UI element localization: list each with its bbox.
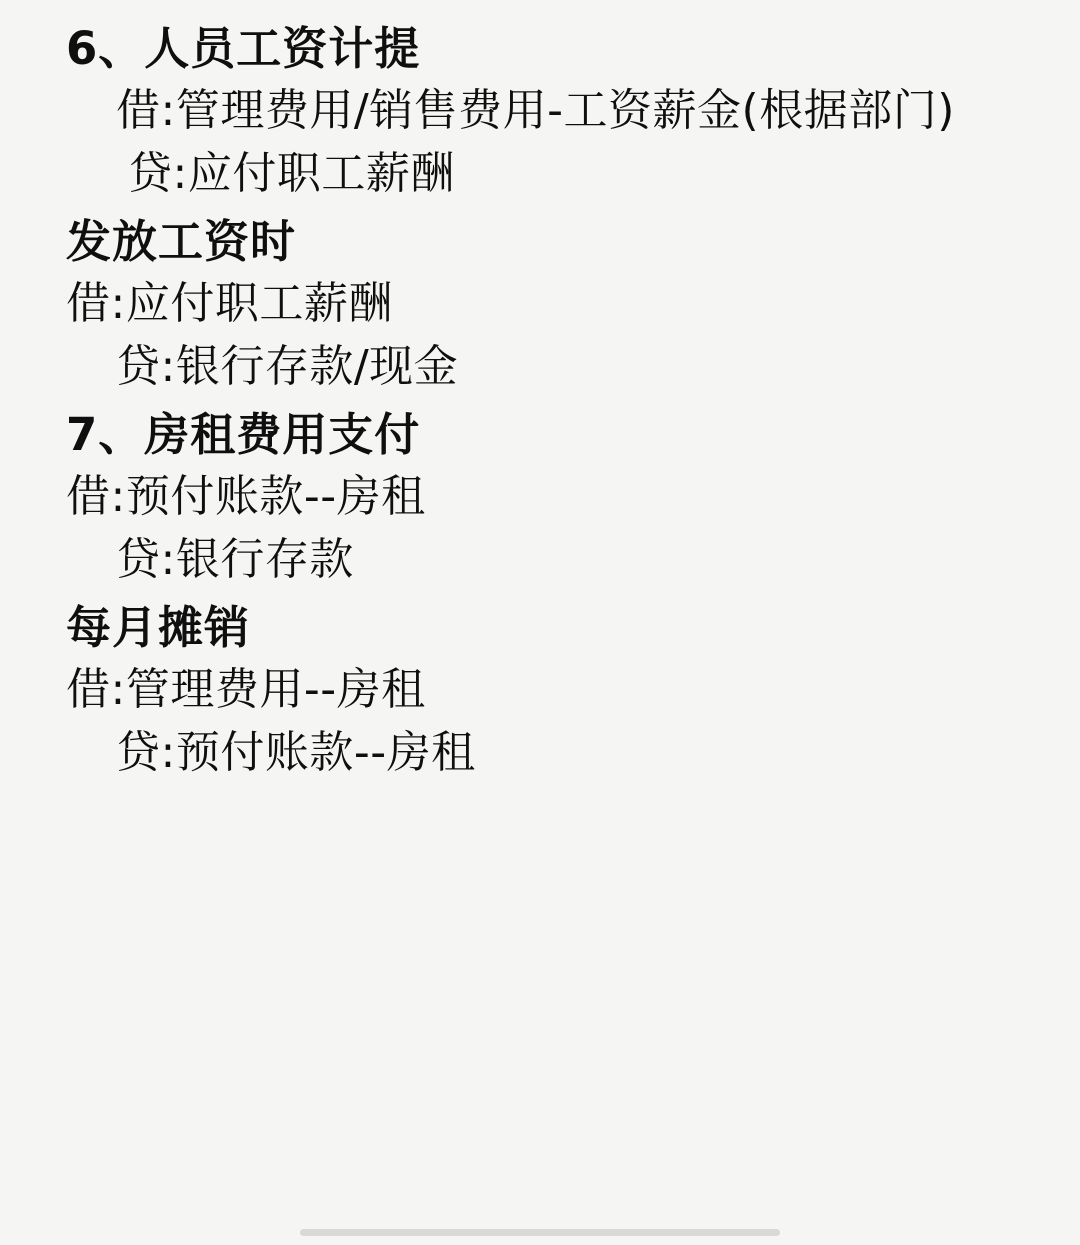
- entry-line-credit-salary-accrual: 贷:应付职工薪酬: [128, 147, 455, 199]
- entry-line-debit-salary-accrual: 借:管理费用/销售费用-工资薪金(根据部门): [116, 85, 955, 137]
- entry-line-credit-rent-amortization: 贷:预付账款--房租: [116, 726, 476, 778]
- entry-line-debit-rent-payment: 借:预付账款--房租: [66, 471, 426, 523]
- entry-line-credit-salary-payment: 贷:银行存款/现金: [116, 340, 459, 392]
- bottom-bar: [0, 1223, 1080, 1245]
- entry-line-credit-rent-payment: 贷:银行存款: [116, 533, 354, 585]
- home-indicator[interactable]: [300, 1229, 780, 1236]
- section-heading-6: 6、人员工资计提: [66, 22, 421, 75]
- entry-line-debit-salary-payment: 借:应付职工薪酬: [66, 278, 393, 330]
- entry-line-debit-rent-amortization: 借:管理费用--房租: [66, 664, 426, 716]
- section-heading-salary-payment: 发放工资时: [66, 215, 297, 269]
- section-heading-7: 7、房租费用支付: [66, 408, 421, 462]
- section-heading-monthly-amortization: 每月摊销: [66, 601, 251, 655]
